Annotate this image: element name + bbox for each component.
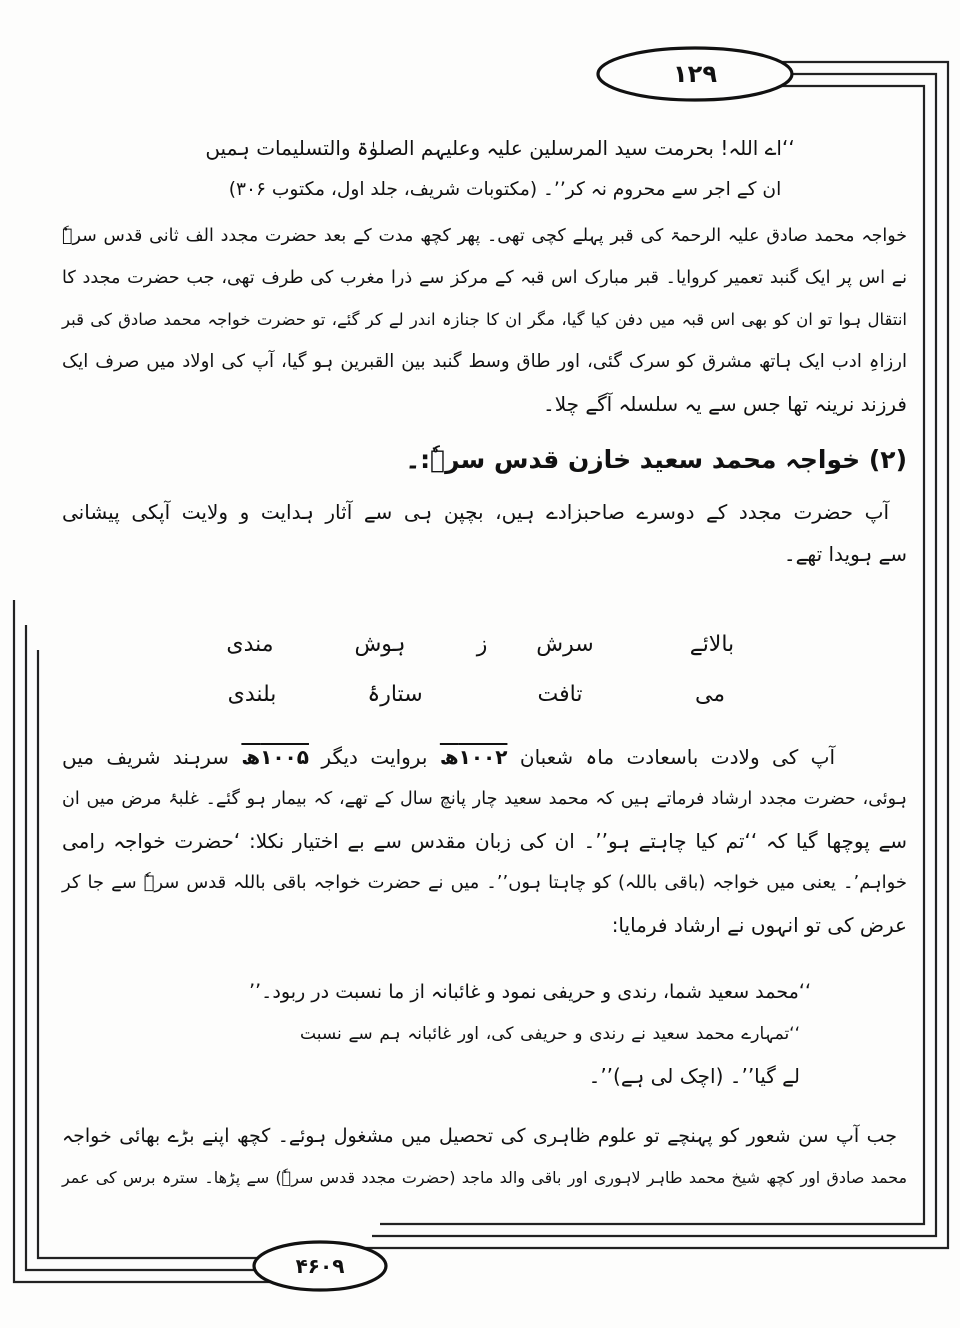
paragraph-line: نے اس پر ایک گنبد تعمیر کروایا۔ قبر مبارک اس قبہ کے مرکز سے ذرا مغرب کی طرف تھی، جب حضرت مجدد کا: [62, 268, 907, 288]
verse-word: بالائے: [689, 632, 735, 657]
paragraph-line: ارزاہِ ادب ایک ہاتھ مشرق کو سرک گئی، اور طاق وسط گنبد بین القبرین ہو گیا، آپ کی اولاد میں صرف ایک: [62, 351, 907, 372]
paragraph-line: خواجہ محمد صادق علیہ الرحمۃ کی قبر پہلے کچی تھی۔ پھر کچھ مدت کے بعد حضرت مجدد الف ثانی قدس سرہٗ: [62, 226, 907, 246]
paragraph-line: فرزند نرینہ تھا جس سے یہ سلسلہ آگے چلا۔: [543, 392, 907, 416]
verse-word: می: [694, 682, 726, 707]
paragraph-line: سے پوچھا گیا کہ ‘‘تم کیا چاہتے ہو’’۔ ان کی زبان مقدس سے بے اختیار نکلا: ‘حضرت خواجہ رامی: [62, 829, 907, 853]
paragraph-line: جب آپ سن شعور کو پہنچے تو علوم ظاہری کی تحصیل میں مشغول ہوئے۔ کچھ اپنے بڑے بھائی خواجہ: [62, 1125, 897, 1147]
paragraph-line: [62, 737, 907, 777]
verse-word: ز: [476, 632, 488, 657]
paragraph-line: سے ہویدا تھے۔: [783, 542, 907, 566]
verse-word: مندی: [226, 632, 274, 657]
persian-quote-line: ‘‘محمد سعید شما، رندی و حریفی نمود و غائبانہ از ما نسبت در ربود۔’’: [248, 980, 812, 1003]
verse-word: سرش: [536, 632, 594, 657]
paragraph-line: انتقال ہوا تو ان کو بھی اس قبہ میں دفن کیا گیا، مگر ان کا جنازہ اندر لے کر گئے، تو حضرت خواجہ محمد صادق کی قبر: [62, 310, 907, 329]
paragraph-line: خواہم’۔ یعنی میں خواجہ (باقی باللہ) کو چاہتا ہوں’’۔ میں نے حضرت خواجہ باقی باللہ قدس سرہٗ سے جا کر: [62, 872, 907, 893]
paragraph-line: ہوئی، حضرت مجدد ارشاد فرماتے ہیں کہ محمد سعید چار پانچ سال کے تھے، کہ بیمار ہو گئے۔ غلبۂ مرض میں ان: [62, 789, 907, 809]
quote-line: ‘‘اے اللہ! بحرمت سید المرسلین علیہ وعلیہم الصلوٰۃ والتسلیمات ہمیں: [205, 136, 795, 160]
verse-word: تافت: [537, 682, 583, 707]
verse-word: ستارۂ: [367, 682, 423, 707]
footer-number: ۴۶۰۹: [295, 1254, 345, 1278]
verse-word: ہوش: [354, 632, 406, 657]
year-hijri: ۱۰۰۲ھ: [439, 745, 508, 769]
year-hijri: ۱۰۰۵ھ: [241, 745, 309, 769]
page-number: ۱۲۹: [673, 60, 717, 88]
birth-text: بروایت دیگر: [321, 745, 428, 769]
section-heading: (۲) خواجہ محمد سعید خازن قدس سرہٗ:۔: [405, 445, 907, 474]
birth-text: سرہند شریف میں: [62, 745, 229, 769]
translation-line: ‘‘تمہارے محمد سعید نے رندی و حریفی کی، اور غائبانہ ہم سے نسبت: [300, 1024, 800, 1044]
paragraph-line: محمد صادق اور کچھ شیخ محمد طاہر لاہوری اور باقی والد ماجد (حضرت مجدد قدس سرہٗ) سے پڑھا۔ سترہ برس کی عمر: [62, 1168, 907, 1187]
quote-line: ان کے اجر سے محروم نہ کر’’۔ (مکتوبات شریف، جلد اول، مکتوب ۳۰۶): [228, 179, 782, 200]
translation-line: لے گیا’’۔ (اچک لی ہے)’’۔: [588, 1064, 800, 1088]
paragraph-line: عرض کی تو انہوں نے ارشاد فرمایا:: [611, 913, 907, 937]
birth-text: آپ کی ولادت باسعادت ماہ شعبان: [519, 745, 836, 769]
paragraph-line: آپ حضرت مجدد کے دوسرے صاحبزادے ہیں، بچپن ہی سے آثار ہدایت و ولایت آپکی پیشانی: [62, 500, 889, 524]
verse-word: بلندی: [227, 682, 277, 707]
